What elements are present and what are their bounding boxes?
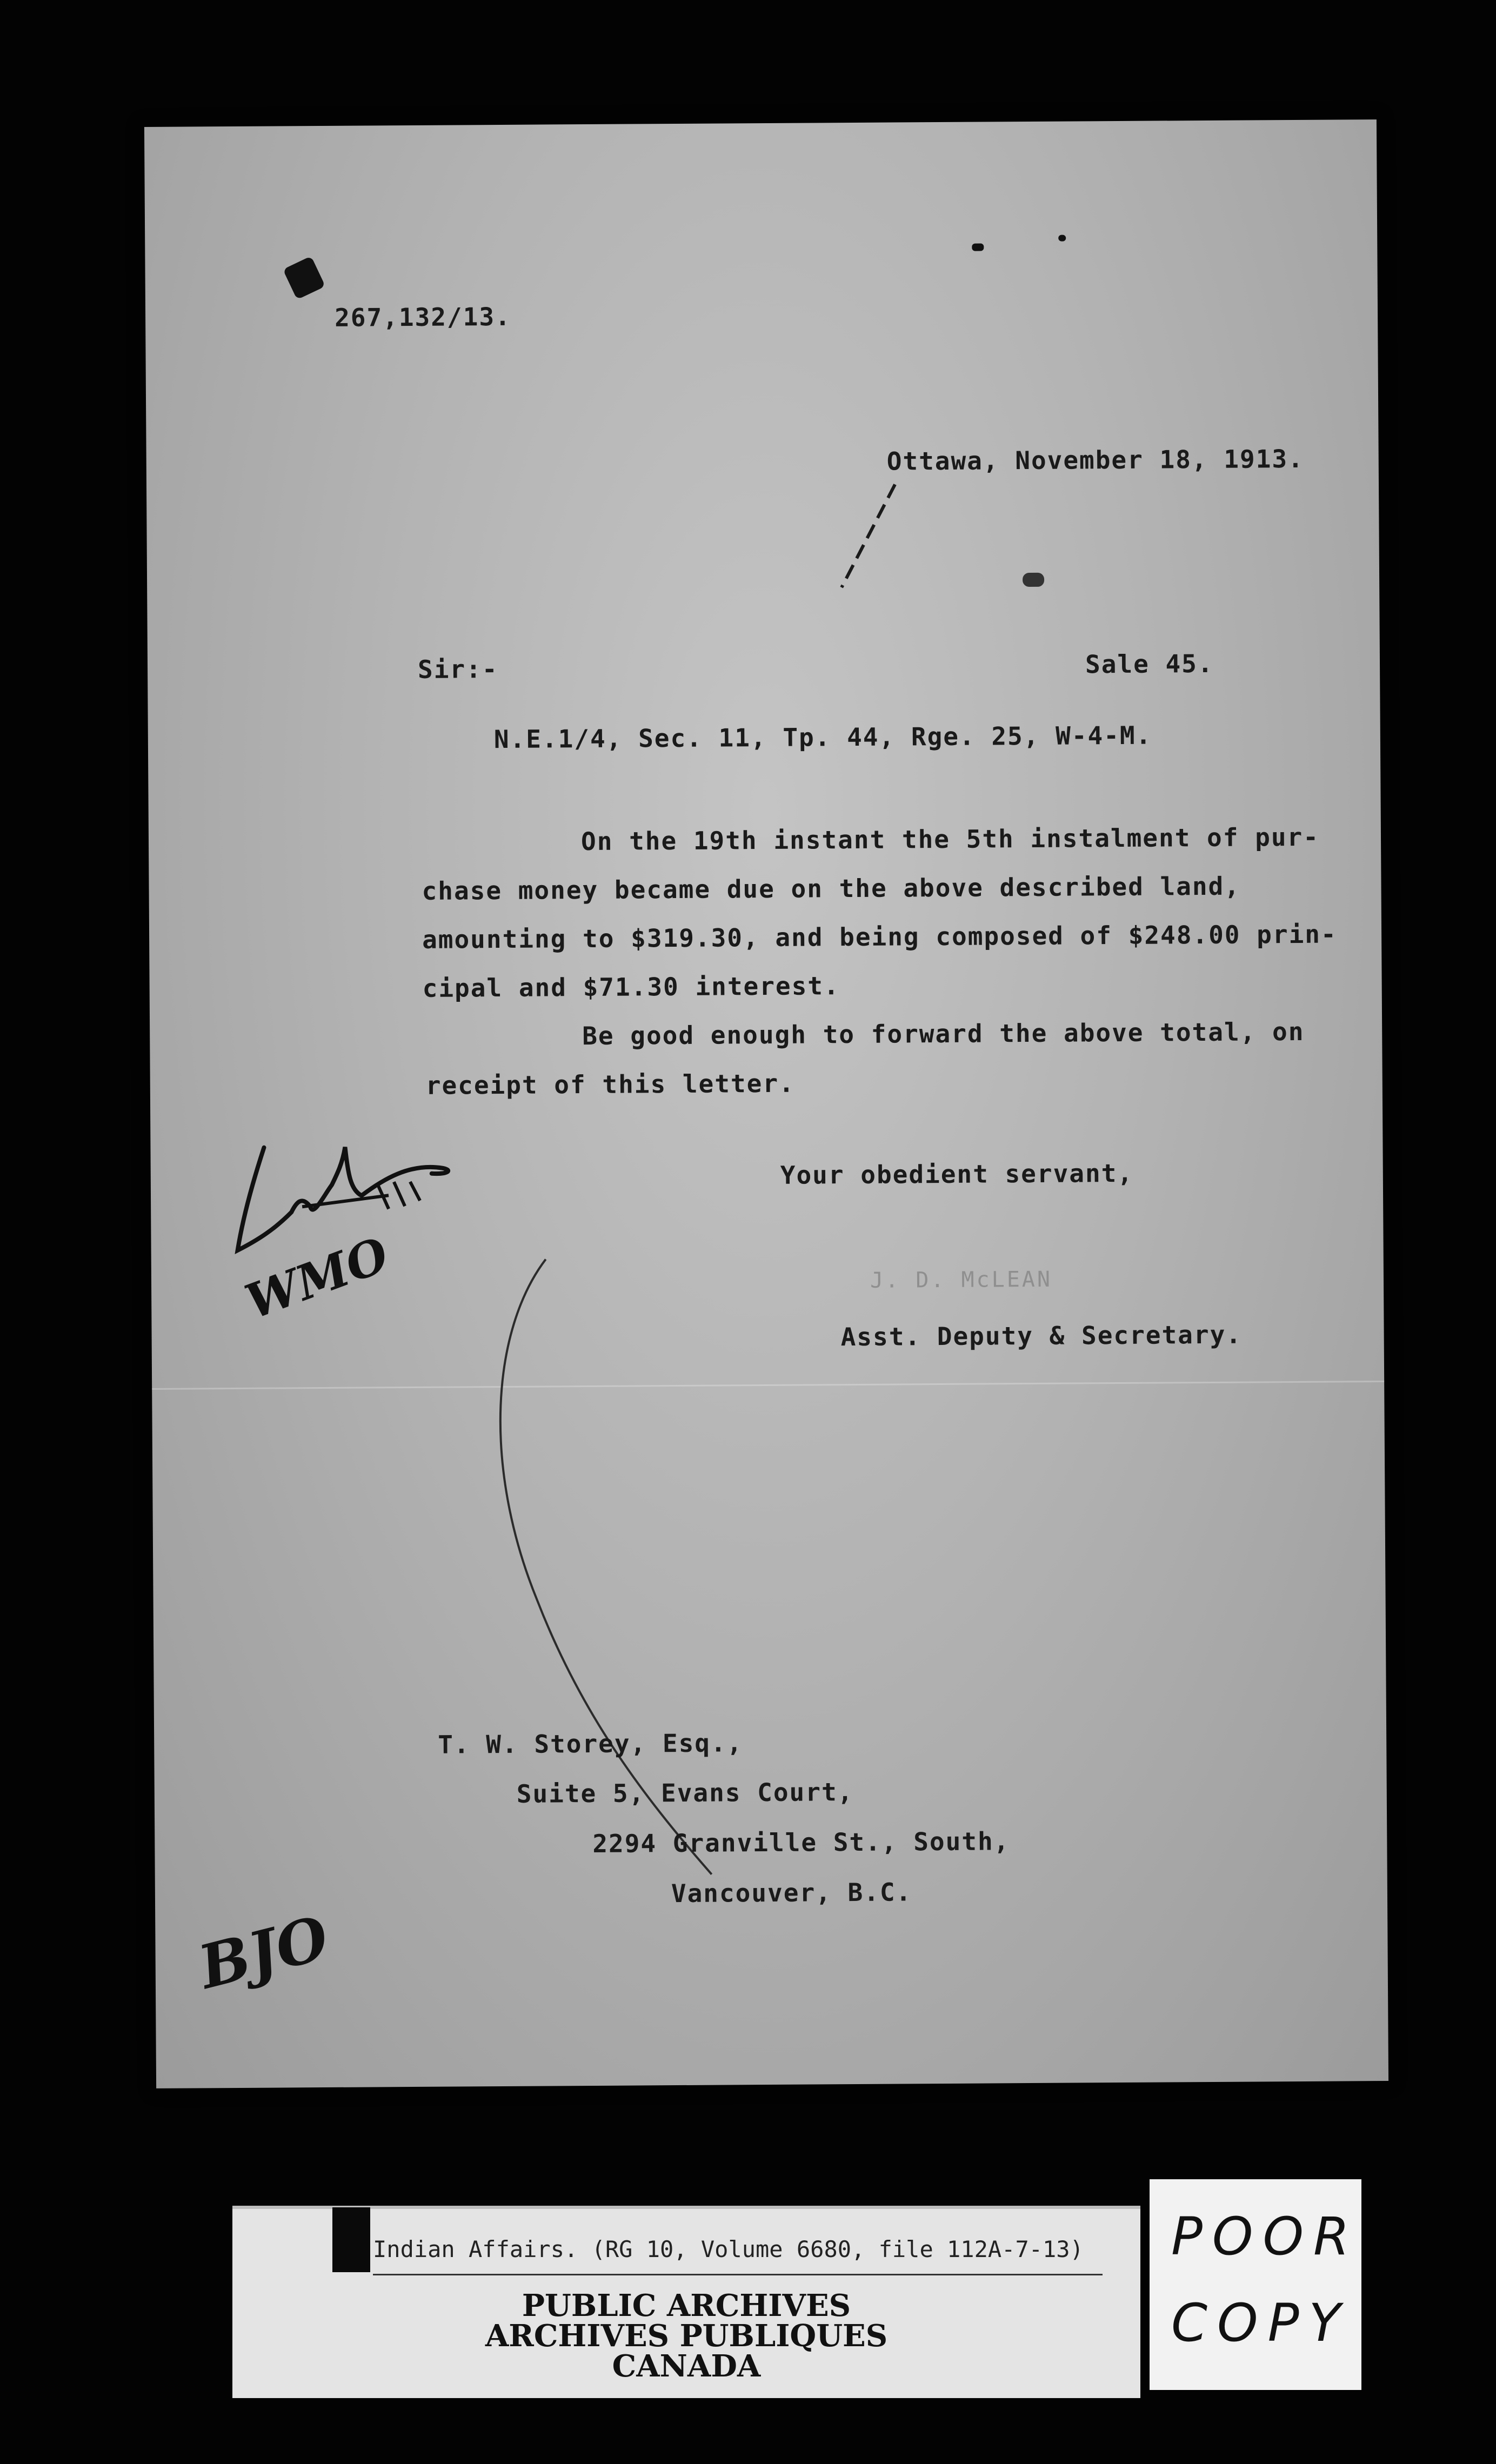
archive-reference: Indian Affairs. (RG 10, Volume 6680, file 112A-7-13) — [373, 2236, 1084, 2262]
ink-speck — [1023, 573, 1044, 587]
archive-reference-underline — [373, 2274, 1103, 2275]
body-line: chase money became due on the above described land, — [422, 871, 1241, 906]
address-line: T. W. Storey, Esq., — [438, 1728, 743, 1759]
closing: Your obedient servant, — [780, 1158, 1134, 1190]
salutation: Sir:- — [417, 654, 498, 684]
ink-blot — [283, 256, 325, 300]
ink-speck — [1058, 235, 1066, 242]
body-line: Be good enough to forward the above total, on — [582, 1016, 1305, 1051]
land-description: N.E.1/4, Sec. 11, Tp. 44, Rge. 25, W-4-M. — [493, 720, 1152, 754]
ink-speck — [972, 244, 984, 251]
date-line: Ottawa, November 18, 1913. — [886, 444, 1304, 476]
handwritten-initials-bjo: BJO — [192, 1902, 336, 2003]
address-line: Suite 5, Evans Court, — [516, 1777, 854, 1809]
sale-number: Sale 45. — [1085, 648, 1214, 679]
archive-title-line: ARCHIVES PUBLIQUES — [485, 2318, 888, 2354]
body-line: amounting to $319.30, and being composed of $248.00 prin- — [422, 919, 1337, 954]
pencil-slash-mark — [836, 479, 901, 593]
letter-page — [144, 119, 1388, 2088]
archive-title-line: CANADA — [612, 2348, 761, 2384]
signatory-title: Asst. Deputy & Secretary. — [840, 1320, 1243, 1352]
handwritten-initials-wmo: WMO — [238, 1226, 396, 1330]
body-line: On the 19th instant the 5th instalment of pur- — [580, 822, 1320, 856]
archive-label-tab — [332, 2207, 370, 2272]
body-line: receipt of this letter. — [425, 1068, 795, 1100]
address-line: Vancouver, B.C. — [671, 1877, 912, 1909]
poor-copy-line: POOR — [1171, 2206, 1359, 2267]
address-line: 2294 Granville St., South, — [592, 1826, 1010, 1858]
body-line: cipal and $71.30 interest. — [422, 971, 840, 1003]
file-number: 267,132/13. — [334, 302, 511, 332]
archive-title-line: PUBLIC ARCHIVES — [522, 2288, 851, 2324]
signature-stamp: J. D. McLEAN — [870, 1267, 1053, 1293]
poor-copy-label — [1150, 2179, 1361, 2390]
poor-copy-line: COPY — [1171, 2293, 1351, 2353]
